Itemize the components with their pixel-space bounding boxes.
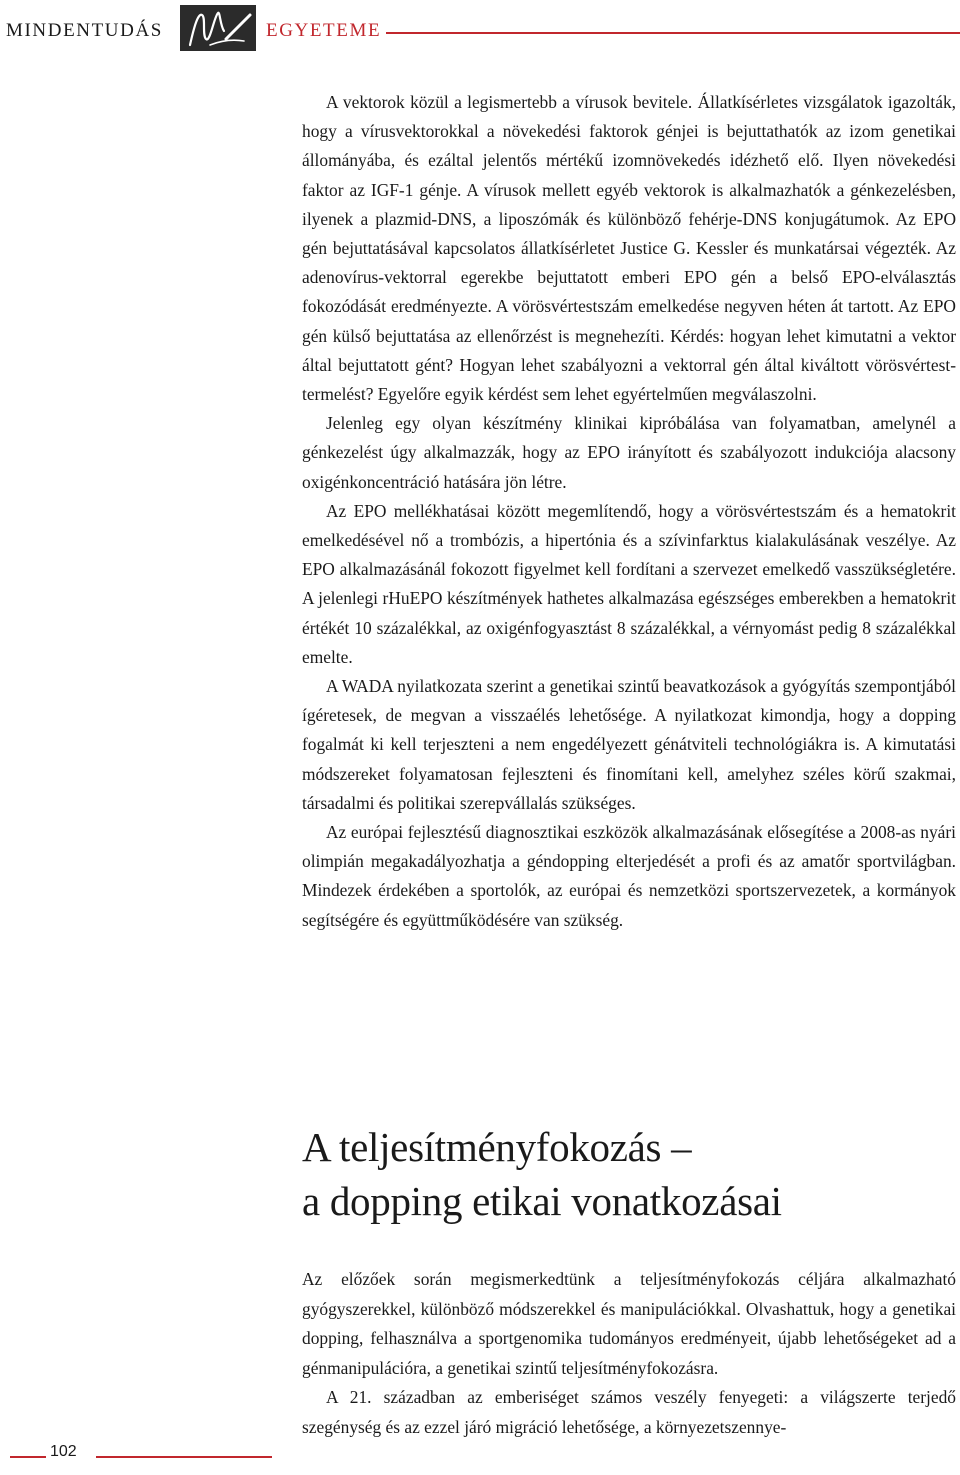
article-body (302, 88, 956, 935)
paragraph: A vektorok közül a legismertebb a vírusok bevitele. Állatkísérletes vizsgálatok igazolták, hogy a vírusvektorokkal a növekedési faktorok génjei is bejuttathatók az izom genetikai állományába, és ezáltal jelentős mértékű izomnövekedés idézhető elő. Ilyen növekedési faktor az IGF-1 génje. A vírusok mellett egyéb vektorok is alkalmazhatók a génkezelésben, ilyenek a plazmid-DNS, a liposzómák és különböző fehérje-DNS konjugátumok. Az EPO gén bejuttatásával kapcsolatos állatkísérletet Justice G. Kessler és munkatársai végezték. Az adenovírus-vektorral egerekbe bejuttatott emberi EPO gén a belső EPO-elválasztás fokozódását eredményezte. A vörösvértestszám emelkedése negyven héten át tartott. Az EPO gén külső bejuttatása az ellenőrzést is megnehezíti. Kérdés: hogyan lehet kimutatni a vektor által bejuttatott gént? Hogyan lehet szabályozni a vektorral gén által kiváltott vörösvértest-termelést? Egyelőre egyik kérdést sem lehet egyértelműen megválaszolni. (302, 92, 956, 405)
section-heading (302, 1120, 956, 1228)
paragraph: A WADA nyilatkozata szerint a genetikai szintű beavatkozások a gyógyítás szempontjából ígéretesek, de megvan a visszaélés lehetősége. A nyilatkozat kimondja, hogy a dopping fogalmát ki kell terjeszteni a nem engedélyezett génátviteli technológiákra is. A kimutatási módszereket folyamatosan fejleszteni és finomítani kell, amelyhez széles körű szakmai, társadalmi és politikai szerepvállalás szükséges. (302, 676, 956, 813)
paragraph: Az EPO mellékhatásai között megemlítendő, hogy a vörösvértestszám és a hematokrit emelkedésével nő a trombózis, a hipertónia és a szívinfarktus kialakulásának veszélye. Az EPO alkalmazásánál fokozott figyelmet kell fordítani a szervezet emelkedő vasszükségletére. A jelenlegi rHuEPO készítmények hathetes alkalmazása egészséges emberekben a hematokrit értékét 10 százalékkal, az oxigénfogyasztást 8 százalékkal, a vérnyomást pedig 8 százalékkal emelte. (302, 500, 956, 667)
paragraph: Az európai fejlesztésű diagnosztikai eszközök alkalmazásának elősegítése a 2008-as nyári olimpián megakadályozhatja a géndopping elterjedését a profi és az amatőr sportvilágban. Mindezek érdekében a sportolók, az európai és nemzetközi sportszervezetek, a kormányok segítségére és együttműködésére van szükség. (302, 822, 956, 930)
section-heading-line: a dopping etikai vonatkozásai (302, 1178, 782, 1224)
page-number: 102 (50, 1443, 77, 1460)
section-body (302, 1265, 956, 1443)
paragraph: Az előzőek során megismerkedtünk a teljesítményfokozás céljára alkalmazható gyógyszerekkel, különböző módszerekkel és manipulációkkal. Olvashattuk, hogy a genetikai dopping, felhasználva a sportgenomika tudományos eredményeit, újabb lehetőségeket ad a génmanipulációra, a genetikai szintű teljesítményfokozásra. (302, 1269, 956, 1378)
paragraph: A 21. században az emberiséget számos veszély fenyegeti: a világszerte terjedő szegénység és az ezzel járó migráció lehetősége, a környezetszennye- (302, 1387, 956, 1437)
footer-rule (96, 1456, 272, 1458)
header-rule (386, 32, 960, 34)
brand-name-right: EGYETEME (266, 20, 382, 41)
signature-logo-icon (180, 5, 256, 51)
page-header (0, 0, 960, 62)
paragraph: Jelenleg egy olyan készítmény klinikai kipróbálása van folyamatban, amelynél a génkezelést úgy alkalmazzák, hogy az EPO irányított és szabályozott indukciója alacsony oxigénkoncentráció hatására jön létre. (302, 413, 956, 492)
section-heading-line: A teljesítményfokozás – (302, 1124, 692, 1170)
brand-name-left: MINDENTUDÁS (6, 20, 163, 41)
footer-rule (10, 1456, 46, 1458)
